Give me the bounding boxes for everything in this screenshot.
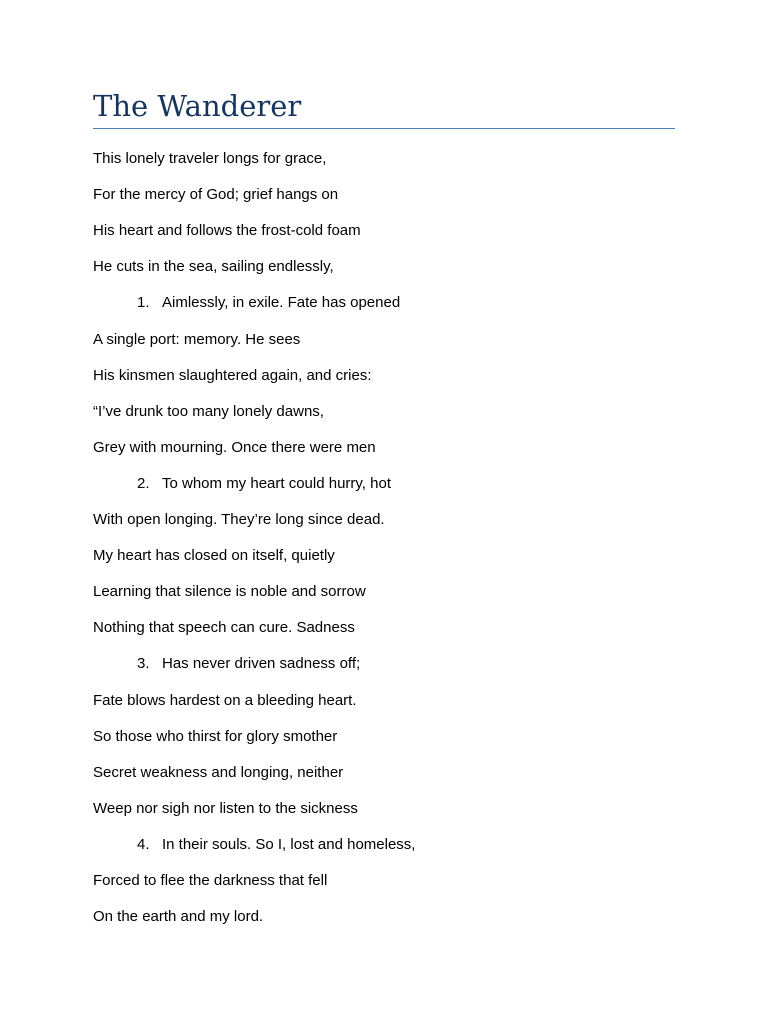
poem-line xyxy=(93,617,355,639)
numbered-line xyxy=(137,834,415,856)
line-number: 4. xyxy=(137,835,150,853)
poem-line xyxy=(93,762,343,784)
poem-line xyxy=(93,726,337,748)
line-text: To whom my heart could hurry, hot xyxy=(162,474,391,492)
document-title: The Wanderer xyxy=(93,89,302,123)
line-number: 1. xyxy=(137,294,150,312)
poem-line xyxy=(93,365,371,387)
numbered-line xyxy=(137,473,391,495)
poem-line xyxy=(93,870,327,892)
line-number: 3. xyxy=(137,655,150,673)
line-text: Has never driven sadness off; xyxy=(162,655,361,673)
line-text: Aimlessly, in exile. Fate has opened xyxy=(162,294,401,312)
poem-line xyxy=(93,581,366,603)
numbered-line xyxy=(137,653,360,675)
line-text: Nothing that speech can cure. Sadness xyxy=(93,619,355,637)
poem-line xyxy=(93,148,326,170)
line-text: For the mercy of God; grief hangs on xyxy=(93,186,339,204)
poem-line xyxy=(93,509,385,531)
poem-line xyxy=(93,690,357,712)
line-text: In their souls. So I, lost and homeless, xyxy=(162,835,416,853)
poem-line xyxy=(93,798,358,820)
line-text: Learning that silence is noble and sorrow xyxy=(93,583,366,601)
line-text: With open longing. They’re long since dead. xyxy=(93,511,385,528)
poem-line xyxy=(93,256,334,278)
poem-line xyxy=(93,184,338,206)
line-text: His heart and follows the frost-cold foam xyxy=(93,222,361,240)
line-text: Secret weakness and longing, neither xyxy=(93,763,344,781)
poem-line xyxy=(93,401,324,423)
line-text: Fate blows hardest on a bleeding heart. xyxy=(93,691,357,709)
poem-line xyxy=(93,329,300,351)
line-text: He cuts in the sea, sailing endlessly, xyxy=(93,258,334,276)
line-text: His kinsmen slaughtered again, and cries: xyxy=(93,366,372,384)
line-text: So those who thirst for glory smother xyxy=(93,727,338,745)
line-text: My heart has closed on itself, quietly xyxy=(93,547,335,565)
poem-line xyxy=(93,437,376,459)
line-number: 2. xyxy=(137,474,150,492)
line-text: “I’ve drunk too many lonely dawns, xyxy=(93,402,324,420)
line-text: On the earth and my lord. xyxy=(93,908,264,926)
line-text: This lonely traveler longs for grace, xyxy=(93,150,327,167)
line-text: Weep nor sigh nor listen to the sickness xyxy=(93,799,358,817)
poem-line xyxy=(93,545,335,567)
line-text: Forced to flee the darkness that fell xyxy=(93,872,328,889)
line-text: Grey with mourning. Once there were men xyxy=(93,438,376,456)
numbered-line xyxy=(137,292,400,314)
poem-line xyxy=(93,906,263,928)
line-text: A single port: memory. He sees xyxy=(93,330,301,348)
poem-line xyxy=(93,220,361,242)
